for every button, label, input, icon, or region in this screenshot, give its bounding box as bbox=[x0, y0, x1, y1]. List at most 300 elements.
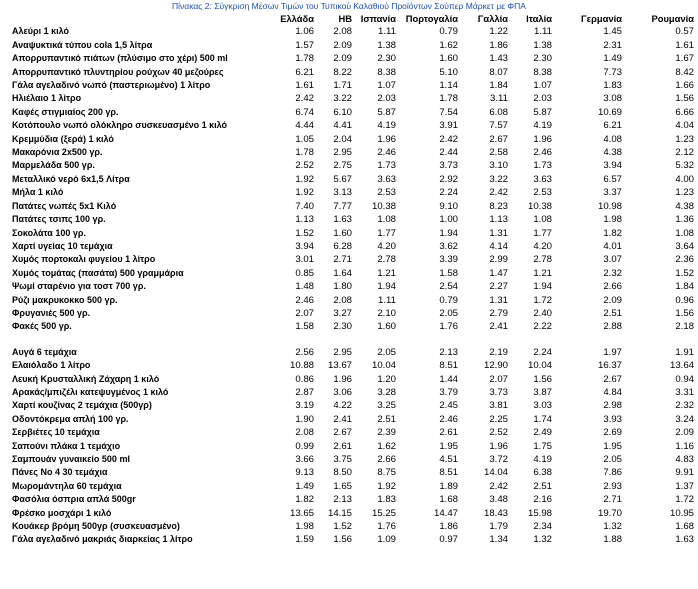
price-cell: 2.66 bbox=[377, 454, 396, 465]
price-cell: 2.95 bbox=[333, 346, 352, 358]
table-row bbox=[12, 79, 694, 92]
price-cell: 2.51 bbox=[533, 480, 552, 492]
price-cell: 1.52 bbox=[333, 521, 352, 533]
price-cell: 2.69 bbox=[603, 427, 622, 439]
price-cell: 2.93 bbox=[603, 480, 622, 492]
price-cell: 7.57 bbox=[489, 120, 508, 132]
price-cell: 1.57 bbox=[295, 39, 314, 51]
price-cell: 1.96 bbox=[489, 440, 508, 452]
product-name: Αυγά 6 τεμάχια bbox=[12, 346, 77, 357]
price-cell: 3.48 bbox=[489, 494, 508, 506]
price-cell: 1.44 bbox=[439, 373, 458, 385]
price-cell: 10.38 bbox=[371, 200, 396, 212]
price-cell: 1.78 bbox=[295, 53, 314, 65]
column-header: Ισπανία bbox=[360, 13, 396, 24]
price-cell: 5.87 bbox=[533, 106, 552, 118]
price-cell: 3.22 bbox=[489, 173, 508, 185]
price-cell: 1.34 bbox=[489, 534, 508, 546]
price-cell: 3.06 bbox=[333, 386, 352, 398]
price-cell: 2.03 bbox=[377, 93, 396, 105]
price-cell: 1.60 bbox=[377, 321, 396, 333]
table-row bbox=[12, 200, 694, 213]
price-cell: 1.63 bbox=[675, 534, 694, 546]
table-row bbox=[12, 493, 694, 506]
price-cell: 2.95 bbox=[333, 147, 352, 159]
price-cell: 9.91 bbox=[675, 467, 694, 479]
price-cell: 4.51 bbox=[439, 454, 458, 465]
product-name: Μωρομάντηλα 60 τεμάχια bbox=[12, 480, 122, 491]
price-cell: 1.56 bbox=[533, 373, 552, 385]
product-name: Γάλα αγελαδινό μακριάς διαρκείας 1 λίτρο bbox=[12, 534, 193, 545]
price-cell: 1.43 bbox=[489, 53, 508, 65]
price-cell: 3.13 bbox=[333, 187, 352, 199]
price-cell: 1.00 bbox=[439, 214, 458, 226]
price-cell: 8.22 bbox=[333, 66, 352, 78]
price-cell: 3.91 bbox=[439, 120, 458, 132]
product-name: Σοκολάτα 100 γρ. bbox=[12, 227, 86, 238]
price-cell: 1.37 bbox=[675, 480, 694, 492]
price-cell: 2.46 bbox=[377, 147, 396, 159]
table-row bbox=[12, 453, 694, 466]
price-cell: 1.45 bbox=[603, 26, 622, 38]
table-row bbox=[12, 267, 694, 280]
price-cell: 1.09 bbox=[377, 534, 396, 546]
price-cell: 2.78 bbox=[377, 254, 396, 266]
price-cell: 4.20 bbox=[377, 240, 396, 252]
price-cell: 1.58 bbox=[439, 267, 458, 279]
table-row bbox=[12, 25, 694, 38]
price-cell: 8.51 bbox=[439, 360, 458, 372]
price-cell: 1.07 bbox=[533, 80, 552, 92]
price-cell: 1.08 bbox=[675, 227, 694, 239]
price-cell: 2.27 bbox=[489, 281, 508, 293]
price-cell: 2.13 bbox=[333, 494, 352, 506]
price-cell: 1.83 bbox=[603, 80, 622, 92]
price-cell: 2.99 bbox=[489, 254, 508, 266]
price-cell: 2.79 bbox=[489, 307, 508, 319]
price-cell: 4.83 bbox=[675, 454, 694, 465]
price-cell: 1.08 bbox=[377, 214, 396, 226]
product-name: Μαρμελάδα 500 γρ. bbox=[12, 160, 95, 171]
price-cell: 1.38 bbox=[533, 39, 552, 51]
price-cell: 1.91 bbox=[675, 346, 694, 358]
price-cell: 2.53 bbox=[533, 187, 552, 199]
price-cell: 15.25 bbox=[371, 507, 396, 519]
price-cell: 3.63 bbox=[533, 173, 552, 185]
price-cell: 0.79 bbox=[439, 294, 458, 306]
price-cell: 1.60 bbox=[439, 53, 458, 65]
product-name: Πάνες No 4 30 τεμάχια bbox=[12, 467, 108, 478]
product-name: Κοτόπουλο νωπό ολόκληρο συσκευασμένο 1 κιλό bbox=[12, 120, 228, 131]
price-cell: 2.66 bbox=[603, 281, 622, 293]
table-row bbox=[12, 320, 694, 333]
price-cell: 2.10 bbox=[377, 307, 396, 319]
price-cell: 1.61 bbox=[675, 39, 694, 51]
price-cell: 8.75 bbox=[377, 467, 396, 479]
price-cell: 3.39 bbox=[439, 254, 458, 266]
price-cell: 2.54 bbox=[439, 281, 458, 293]
price-cell: 0.94 bbox=[675, 373, 694, 385]
table-row bbox=[12, 280, 694, 293]
price-cell: 8.07 bbox=[489, 66, 508, 78]
price-cell: 2.05 bbox=[439, 307, 458, 319]
price-cell: 2.07 bbox=[295, 307, 314, 319]
price-cell: 10.38 bbox=[527, 200, 552, 212]
price-cell: 2.05 bbox=[603, 454, 622, 465]
table-row bbox=[12, 426, 694, 439]
table-row bbox=[12, 119, 694, 132]
column-header: Πορτογαλία bbox=[405, 13, 458, 24]
price-cell: 9.13 bbox=[295, 467, 314, 479]
product-name: Μεταλλικό νερό 6x1,5 Λίτρα bbox=[12, 173, 130, 184]
table-row bbox=[12, 507, 694, 520]
product-name: Απορρυπαντικό πιάτων (πλύσιμο στο χέρι) 500 ml bbox=[12, 53, 228, 64]
price-cell: 8.38 bbox=[533, 66, 552, 78]
price-cell: 2.13 bbox=[439, 346, 458, 358]
price-cell: 2.30 bbox=[533, 53, 552, 65]
price-cell: 3.75 bbox=[333, 454, 352, 465]
price-cell: 3.62 bbox=[439, 240, 458, 252]
price-cell: 1.65 bbox=[333, 480, 352, 492]
price-cell: 1.60 bbox=[333, 227, 352, 239]
price-cell: 1.75 bbox=[533, 440, 552, 452]
price-cell: 2.30 bbox=[333, 321, 352, 333]
price-cell: 16.37 bbox=[597, 360, 622, 372]
product-name: Λευκή Κρυσταλλική Ζάχαρη 1 κιλό bbox=[12, 373, 160, 384]
price-cell: 1.92 bbox=[377, 480, 396, 492]
price-cell: 1.62 bbox=[439, 39, 458, 51]
price-cell: 1.64 bbox=[333, 267, 352, 279]
price-cell: 2.61 bbox=[439, 427, 458, 439]
price-cell: 2.78 bbox=[533, 254, 552, 266]
price-cell: 1.11 bbox=[378, 294, 396, 306]
price-cell: 1.21 bbox=[377, 267, 396, 279]
product-name: Φακές 500 γρ. bbox=[12, 321, 72, 332]
price-cell: 5.67 bbox=[333, 173, 352, 185]
price-cell: 1.86 bbox=[489, 39, 508, 51]
price-cell: 1.78 bbox=[439, 93, 458, 105]
product-name: Φασόλια όσπρια απλά 500gr bbox=[12, 494, 136, 505]
price-cell: 4.41 bbox=[333, 120, 352, 132]
price-cell: 3.93 bbox=[603, 413, 622, 425]
price-cell: 5.32 bbox=[675, 160, 694, 172]
price-cell: 1.48 bbox=[295, 281, 314, 293]
price-cell: 4.01 bbox=[603, 240, 622, 252]
price-cell: 3.11 bbox=[490, 93, 508, 105]
price-cell: 2.92 bbox=[439, 173, 458, 185]
price-cell: 1.95 bbox=[603, 440, 622, 452]
price-cell: 2.42 bbox=[295, 93, 314, 105]
price-cell: 2.88 bbox=[603, 321, 622, 333]
price-cell: 1.56 bbox=[333, 534, 352, 546]
price-cell: 7.77 bbox=[333, 200, 352, 212]
price-cell: 1.96 bbox=[377, 133, 396, 145]
price-cell: 2.09 bbox=[675, 427, 694, 439]
price-cell: 3.07 bbox=[603, 254, 622, 266]
price-cell: 8.51 bbox=[439, 467, 458, 479]
price-cell: 1.56 bbox=[675, 307, 694, 319]
price-cell: 6.66 bbox=[675, 106, 694, 118]
column-header: Γερμανία bbox=[581, 13, 622, 24]
price-cell: 2.41 bbox=[333, 413, 352, 425]
price-cell: 2.87 bbox=[295, 386, 314, 398]
price-cell: 14.47 bbox=[433, 507, 458, 519]
price-cell: 1.07 bbox=[377, 80, 396, 92]
price-cell: 3.08 bbox=[603, 93, 622, 105]
price-cell: 12.90 bbox=[483, 360, 508, 372]
price-cell: 2.08 bbox=[333, 294, 352, 306]
price-cell: 2.39 bbox=[377, 427, 396, 439]
price-cell: 1.92 bbox=[295, 173, 314, 185]
table-row bbox=[12, 133, 694, 146]
price-cell: 0.96 bbox=[675, 294, 694, 306]
price-cell: 6.10 bbox=[333, 106, 352, 118]
price-cell: 4.20 bbox=[533, 240, 552, 252]
product-name: Χυμός πορτοκαλι φυγείου 1 λίτρο bbox=[12, 254, 156, 265]
table-row bbox=[12, 294, 694, 307]
price-cell: 1.80 bbox=[333, 281, 352, 293]
price-cell: 2.36 bbox=[675, 254, 694, 266]
price-cell: 1.23 bbox=[675, 187, 694, 199]
price-cell: 2.75 bbox=[333, 160, 352, 172]
price-cell: 1.20 bbox=[377, 373, 396, 385]
price-cell: 4.14 bbox=[489, 240, 508, 252]
column-header: Γαλλία bbox=[477, 13, 508, 24]
price-cell: 1.32 bbox=[603, 521, 622, 533]
product-name: Αναψυκτικά τύπου cola 1,5 λίτρα bbox=[12, 39, 153, 50]
price-cell: 0.99 bbox=[295, 440, 314, 452]
price-cell: 3.94 bbox=[603, 160, 622, 172]
price-cell: 1.16 bbox=[675, 440, 694, 452]
price-cell: 7.86 bbox=[603, 467, 622, 479]
table-row bbox=[12, 66, 694, 79]
price-cell: 4.38 bbox=[675, 200, 694, 212]
group-spacer bbox=[12, 334, 694, 346]
price-cell: 15.98 bbox=[527, 507, 552, 519]
product-name: Ελαιόλαδο 1 λίτρο bbox=[12, 360, 91, 371]
price-cell: 1.97 bbox=[603, 346, 622, 358]
price-cell: 0.57 bbox=[675, 26, 694, 38]
price-cell: 3.81 bbox=[489, 400, 508, 412]
price-cell: 3.22 bbox=[333, 93, 352, 105]
price-cell: 1.59 bbox=[295, 534, 314, 546]
price-cell: 1.92 bbox=[295, 187, 314, 199]
price-cell: 3.28 bbox=[377, 386, 396, 398]
table-row bbox=[12, 159, 694, 172]
table-row bbox=[12, 240, 694, 253]
price-cell: 4.84 bbox=[603, 386, 622, 398]
price-cell: 4.00 bbox=[675, 173, 694, 185]
price-cell: 4.19 bbox=[533, 120, 552, 132]
price-cell: 2.25 bbox=[489, 413, 508, 425]
price-cell: 1.79 bbox=[489, 521, 508, 533]
price-cell: 4.19 bbox=[377, 120, 396, 132]
price-cell: 3.19 bbox=[295, 400, 314, 412]
price-cell: 7.54 bbox=[439, 106, 458, 118]
price-cell: 4.08 bbox=[603, 133, 622, 145]
price-cell: 2.46 bbox=[295, 294, 314, 306]
price-cell: 1.71 bbox=[333, 80, 352, 92]
header-blank bbox=[12, 12, 274, 25]
price-cell: 3.63 bbox=[377, 173, 396, 185]
price-cell: 1.11 bbox=[378, 26, 396, 38]
price-cell: 2.24 bbox=[439, 187, 458, 199]
price-cell: 2.71 bbox=[603, 494, 622, 506]
price-cell: 1.94 bbox=[533, 281, 552, 293]
price-cell: 3.73 bbox=[439, 160, 458, 172]
price-cell: 1.36 bbox=[675, 214, 694, 226]
price-cell: 2.52 bbox=[295, 160, 314, 172]
price-cell: 3.37 bbox=[603, 187, 622, 199]
price-cell: 1.74 bbox=[533, 413, 552, 425]
price-cell: 3.79 bbox=[439, 386, 458, 398]
price-cell: 1.14 bbox=[439, 80, 458, 92]
price-cell: 2.46 bbox=[533, 147, 552, 159]
price-cell: 2.32 bbox=[675, 400, 694, 412]
product-name: Κρεμμύδια (ξερά) 1 κιλό bbox=[12, 133, 114, 144]
price-cell: 8.50 bbox=[333, 467, 352, 479]
price-cell: 2.24 bbox=[533, 346, 552, 358]
price-cell: 2.51 bbox=[377, 413, 396, 425]
table-row bbox=[12, 186, 694, 199]
product-name: Πατάτες νωπές 5x1 Κιλό bbox=[12, 200, 117, 211]
price-cell: 8.42 bbox=[675, 66, 694, 78]
product-name: Απορρυπαντικό πλυντηρίου ρούχων 40 μεζούρες bbox=[12, 66, 224, 77]
price-cell: 14.15 bbox=[327, 507, 352, 519]
price-cell: 2.31 bbox=[603, 39, 622, 51]
column-header: ΗΒ bbox=[338, 13, 352, 24]
price-cell: 1.52 bbox=[675, 267, 694, 279]
price-cell: 1.63 bbox=[333, 214, 352, 226]
price-cell: 3.66 bbox=[295, 454, 314, 465]
price-cell: 3.10 bbox=[489, 160, 508, 172]
price-cell: 1.82 bbox=[603, 227, 622, 239]
price-cell: 1.58 bbox=[295, 321, 314, 333]
price-cell: 1.77 bbox=[377, 227, 396, 239]
product-name: Μήλα 1 κιλό bbox=[12, 187, 64, 198]
product-name: Πατάτες τσιπς 100 γρ. bbox=[12, 214, 106, 225]
price-cell: 10.95 bbox=[669, 507, 694, 519]
price-cell: 1.78 bbox=[295, 147, 314, 159]
product-name: Μακαρόνια 2x500 γρ. bbox=[12, 147, 103, 158]
price-cell: 2.49 bbox=[533, 427, 552, 439]
product-name: Φρέσκο μοσχάρι 1 κιλό bbox=[12, 507, 112, 518]
price-cell: 1.21 bbox=[533, 267, 552, 279]
price-cell: 3.64 bbox=[675, 240, 694, 252]
price-cell: 3.24 bbox=[675, 413, 694, 425]
price-cell: 9.10 bbox=[439, 200, 458, 212]
price-cell: 2.05 bbox=[377, 346, 396, 358]
price-cell: 6.28 bbox=[333, 240, 352, 252]
price-cell: 1.96 bbox=[333, 373, 352, 385]
table-row bbox=[12, 307, 694, 320]
price-cell: 2.67 bbox=[603, 373, 622, 385]
price-cell: 2.71 bbox=[333, 254, 352, 266]
price-cell: 2.53 bbox=[377, 187, 396, 199]
table-caption: Πίνακας 2: Σύγκριση Μέσων Τιμών του Τυπικού Καλαθιού Προϊόντων Σούπερ Μάρκετ με ΦΠΑ bbox=[172, 1, 526, 11]
price-cell: 1.06 bbox=[295, 26, 314, 38]
product-name: Σερβιέτες 10 τεμάχια bbox=[12, 427, 100, 438]
price-cell: 2.51 bbox=[603, 307, 622, 319]
price-cell: 3.87 bbox=[533, 386, 552, 398]
table-row bbox=[12, 480, 694, 493]
table-row bbox=[12, 213, 694, 226]
price-cell: 1.66 bbox=[675, 80, 694, 92]
product-name: Κουάκερ βρόμη 500γρ (συσκευασμένο) bbox=[12, 521, 180, 532]
price-cell: 2.03 bbox=[533, 93, 552, 105]
price-cell: 2.12 bbox=[675, 147, 694, 159]
price-cell: 10.69 bbox=[597, 106, 622, 118]
price-cell: 7.73 bbox=[603, 66, 622, 78]
table-row bbox=[12, 106, 694, 119]
price-cell: 1.89 bbox=[439, 480, 458, 492]
column-header: Ρουμανία bbox=[651, 13, 694, 24]
price-cell: 1.98 bbox=[603, 214, 622, 226]
price-cell: 2.44 bbox=[439, 147, 458, 159]
price-cell: 2.16 bbox=[533, 494, 552, 506]
price-cell: 1.96 bbox=[533, 133, 552, 145]
price-cell: 0.86 bbox=[295, 373, 314, 385]
price-cell: 1.61 bbox=[295, 80, 314, 92]
price-cell: 1.76 bbox=[377, 521, 396, 533]
price-cell: 6.21 bbox=[603, 120, 622, 132]
price-cell: 3.73 bbox=[489, 386, 508, 398]
price-cell: 2.08 bbox=[295, 427, 314, 439]
price-cell: 6.08 bbox=[489, 106, 508, 118]
price-cell: 1.11 bbox=[534, 26, 552, 38]
price-cell: 1.94 bbox=[439, 227, 458, 239]
price-cell: 8.23 bbox=[489, 200, 508, 212]
price-cell: 1.13 bbox=[295, 214, 314, 226]
price-cell: 1.84 bbox=[489, 80, 508, 92]
price-cell: 6.21 bbox=[295, 66, 314, 78]
price-cell: 1.68 bbox=[439, 494, 458, 506]
table-row bbox=[12, 386, 694, 399]
price-cell: 1.86 bbox=[439, 521, 458, 533]
price-cell: 3.94 bbox=[295, 240, 314, 252]
product-name: Φρυγανιές 500 γρ. bbox=[12, 307, 91, 318]
price-cell: 5.87 bbox=[377, 106, 396, 118]
price-cell: 3.25 bbox=[377, 400, 396, 412]
price-cell: 1.83 bbox=[377, 494, 396, 506]
price-cell: 14.04 bbox=[483, 467, 508, 479]
spacer-cell bbox=[12, 334, 694, 346]
price-cell: 4.19 bbox=[533, 454, 552, 465]
price-cell: 2.67 bbox=[489, 133, 508, 145]
price-cell: 1.49 bbox=[603, 53, 622, 65]
table-row bbox=[12, 39, 694, 52]
price-cell: 1.88 bbox=[603, 534, 622, 546]
price-cell: 2.07 bbox=[489, 373, 508, 385]
price-cell: 10.04 bbox=[371, 360, 396, 372]
price-cell: 2.40 bbox=[533, 307, 552, 319]
table-row bbox=[12, 253, 694, 266]
price-cell: 1.68 bbox=[675, 521, 694, 533]
product-name: Αλεύρι 1 κιλό bbox=[12, 26, 70, 37]
price-cell: 1.23 bbox=[675, 133, 694, 145]
price-cell: 13.67 bbox=[327, 360, 352, 372]
table-row bbox=[12, 52, 694, 65]
price-cell: 2.67 bbox=[333, 427, 352, 439]
price-cell: 1.67 bbox=[675, 53, 694, 65]
price-cell: 2.32 bbox=[603, 267, 622, 279]
price-cell: 3.03 bbox=[533, 400, 552, 412]
price-cell: 2.08 bbox=[333, 26, 352, 38]
table-row bbox=[12, 146, 694, 159]
price-cell: 0.85 bbox=[295, 267, 314, 279]
price-cell: 1.32 bbox=[533, 534, 552, 546]
price-cell: 13.64 bbox=[669, 360, 694, 372]
